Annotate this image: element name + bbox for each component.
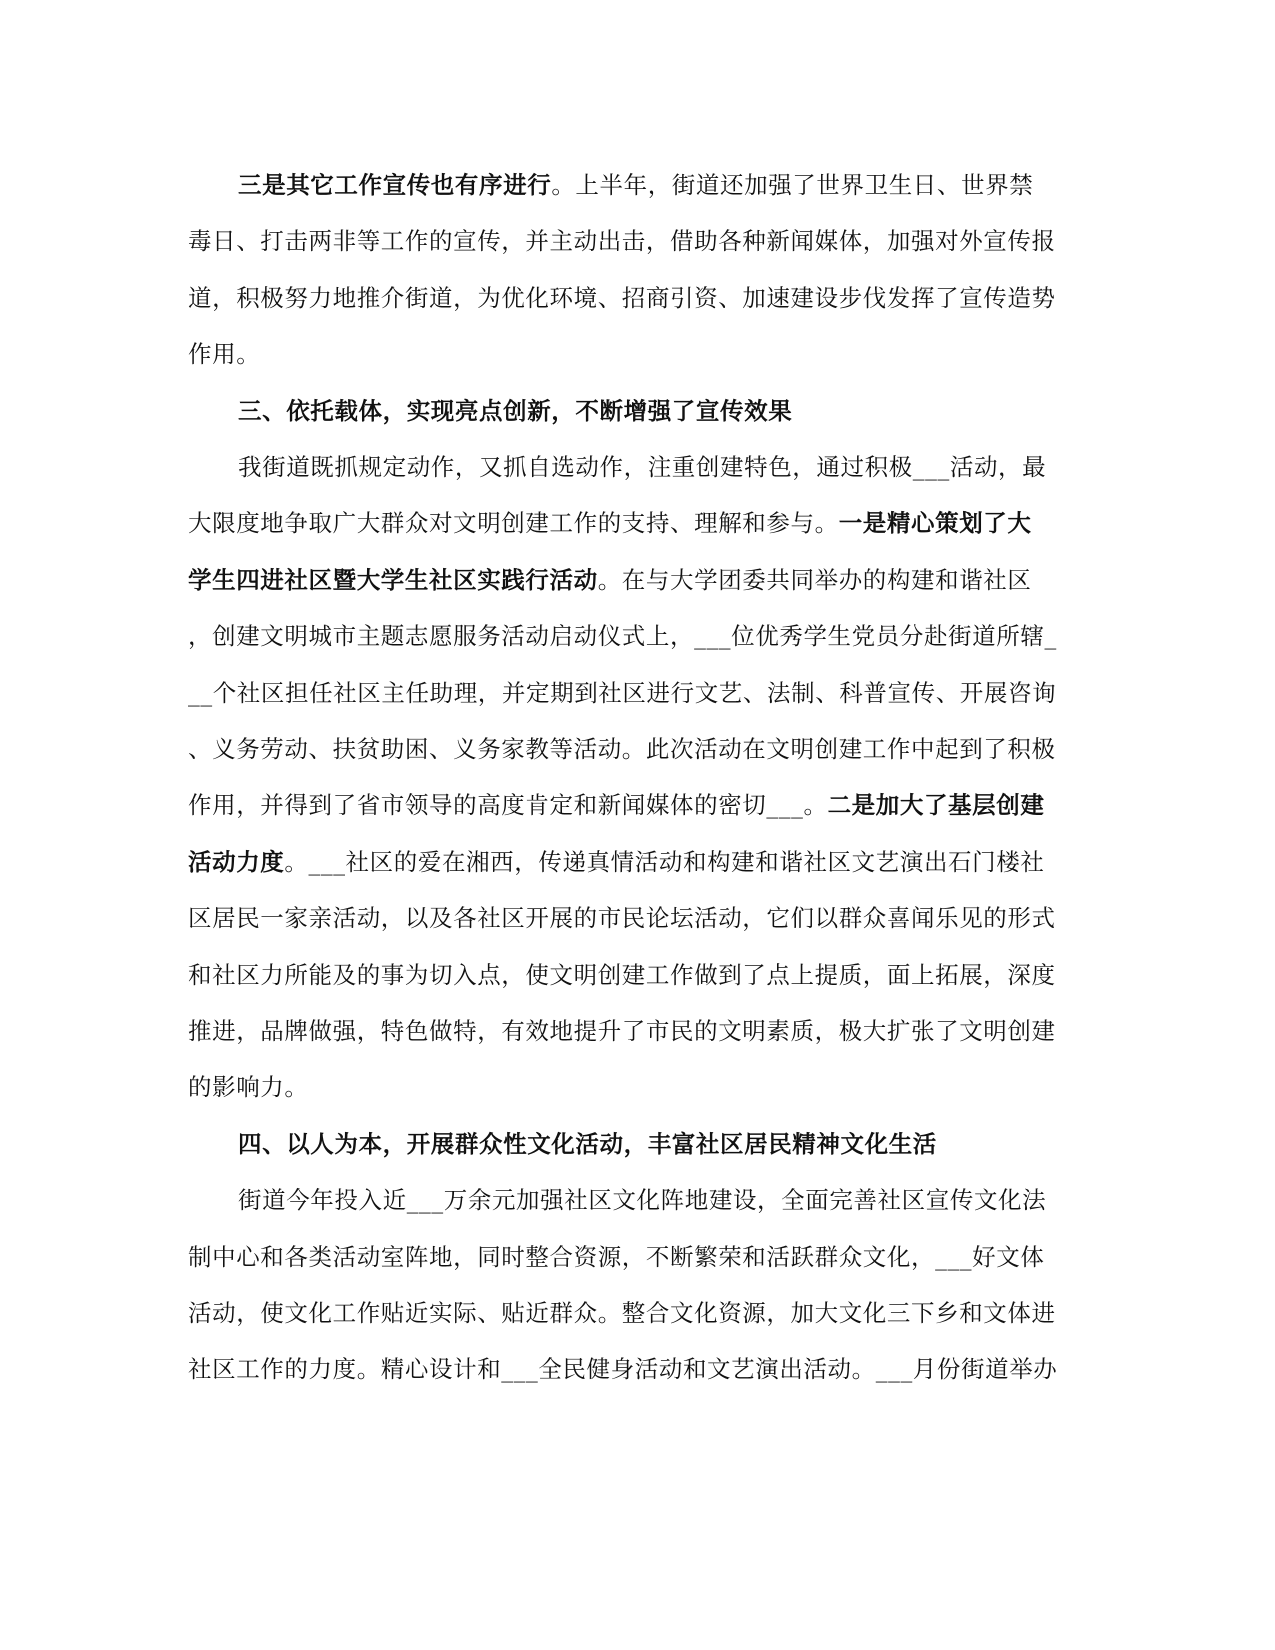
paragraph-line <box>238 1180 1088 1220</box>
paragraph-line <box>188 898 1088 938</box>
paragraph-line <box>188 616 1088 656</box>
body-text: __个社区担任社区主任助理，并定期到社区进行文艺、法制、科普宣传、开展咨询 <box>188 679 1057 707</box>
paragraph-line <box>188 278 1088 318</box>
body-text: 社区工作的力度。精心设计和___全民健身活动和文艺演出活动。___月份街道举办 <box>188 1355 1058 1383</box>
paragraph-line <box>188 221 1088 261</box>
paragraph-line <box>188 503 1088 543</box>
heading-text: 三、依托载体，实现亮点创新，不断增强了宣传效果 <box>238 397 793 425</box>
body-text: 。上半年，街道还加强了世界卫生日、世界禁 <box>551 171 1034 199</box>
body-text: 和社区力所能及的事为切入点，使文明创建工作做到了点上提质，面上拓展，深度 <box>188 961 1056 989</box>
paragraph-line <box>188 729 1088 769</box>
bold-text: 学生四进社区暨大学生社区实践行活动 <box>188 566 598 594</box>
paragraph-line <box>188 955 1088 995</box>
body-text: 活动，使文化工作贴近实际、贴近群众。整合文化资源，加大文化三下乡和文体进 <box>188 1299 1056 1327</box>
paragraph-line <box>188 842 1088 882</box>
bold-text: 活动力度 <box>188 848 285 876</box>
body-text: 街道今年投入近___万余元加强社区文化阵地建设，全面完善社区宣传文化法 <box>238 1186 1047 1214</box>
body-text: 的影响力。 <box>188 1073 309 1101</box>
body-text: 。___社区的爱在湘西，传递真情活动和构建和谐社区文艺演出石门楼社 <box>284 848 1045 876</box>
paragraph-line <box>188 334 1088 374</box>
bold-text: 二是加大了基层创建 <box>827 791 1045 819</box>
body-text: 作用。 <box>188 340 261 368</box>
body-text: 、义务劳动、扶贫助困、义务家教等活动。此次活动在文明创建工作中起到了积极 <box>188 735 1056 763</box>
paragraph-line <box>188 1237 1088 1277</box>
body-text: 道，积极努力地推介街道，为优化环境、招商引资、加速建设步伐发挥了宣传造势 <box>188 284 1056 312</box>
bold-text: 三是其它工作宣传也有序进行 <box>238 171 552 199</box>
section-heading <box>238 391 1088 431</box>
paragraph-line <box>238 447 1088 487</box>
paragraph-line <box>238 165 1088 205</box>
body-text: 推进，品牌做强，特色做特，有效地提升了市民的文明素质，极大扩张了文明创建 <box>188 1017 1056 1045</box>
body-text: 作用，并得到了省市领导的高度肯定和新闻媒体的密切___。 <box>188 791 828 819</box>
paragraph-line <box>188 560 1088 600</box>
body-text: ，创建文明城市主题志愿服务活动启动仪式上，___位优秀学生党员分赴街道所辖_ <box>188 622 1057 650</box>
paragraph-line <box>188 673 1088 713</box>
body-text: 毒日、打击两非等工作的宣传，并主动出击，借助各种新闻媒体，加强对外宣传报 <box>188 227 1056 255</box>
paragraph-line <box>188 1067 1088 1107</box>
body-text: 大限度地争取广大群众对文明创建工作的支持、理解和参与。 <box>188 509 839 537</box>
paragraph-line <box>188 1293 1088 1333</box>
body-text: 。在与大学团委共同举办的构建和谐社区 <box>597 566 1032 594</box>
body-text: 我街道既抓规定动作，又抓自选动作，注重创建特色，通过积极___活动，最 <box>238 453 1047 481</box>
body-text: 制中心和各类活动室阵地，同时整合资源，不断繁荣和活跃群众文化，___好文体 <box>188 1243 1045 1271</box>
paragraph-line <box>188 785 1088 825</box>
paragraph-line <box>188 1349 1088 1389</box>
paragraph-line <box>188 1011 1088 1051</box>
section-heading <box>238 1124 1088 1164</box>
heading-text: 四、以人为本，开展群众性文化活动，丰富社区居民精神文化生活 <box>238 1130 937 1158</box>
bold-text: 一是精心策划了大 <box>838 509 1032 537</box>
body-text: 区居民一家亲活动，以及各社区开展的市民论坛活动，它们以群众喜闻乐见的形式 <box>188 904 1056 932</box>
